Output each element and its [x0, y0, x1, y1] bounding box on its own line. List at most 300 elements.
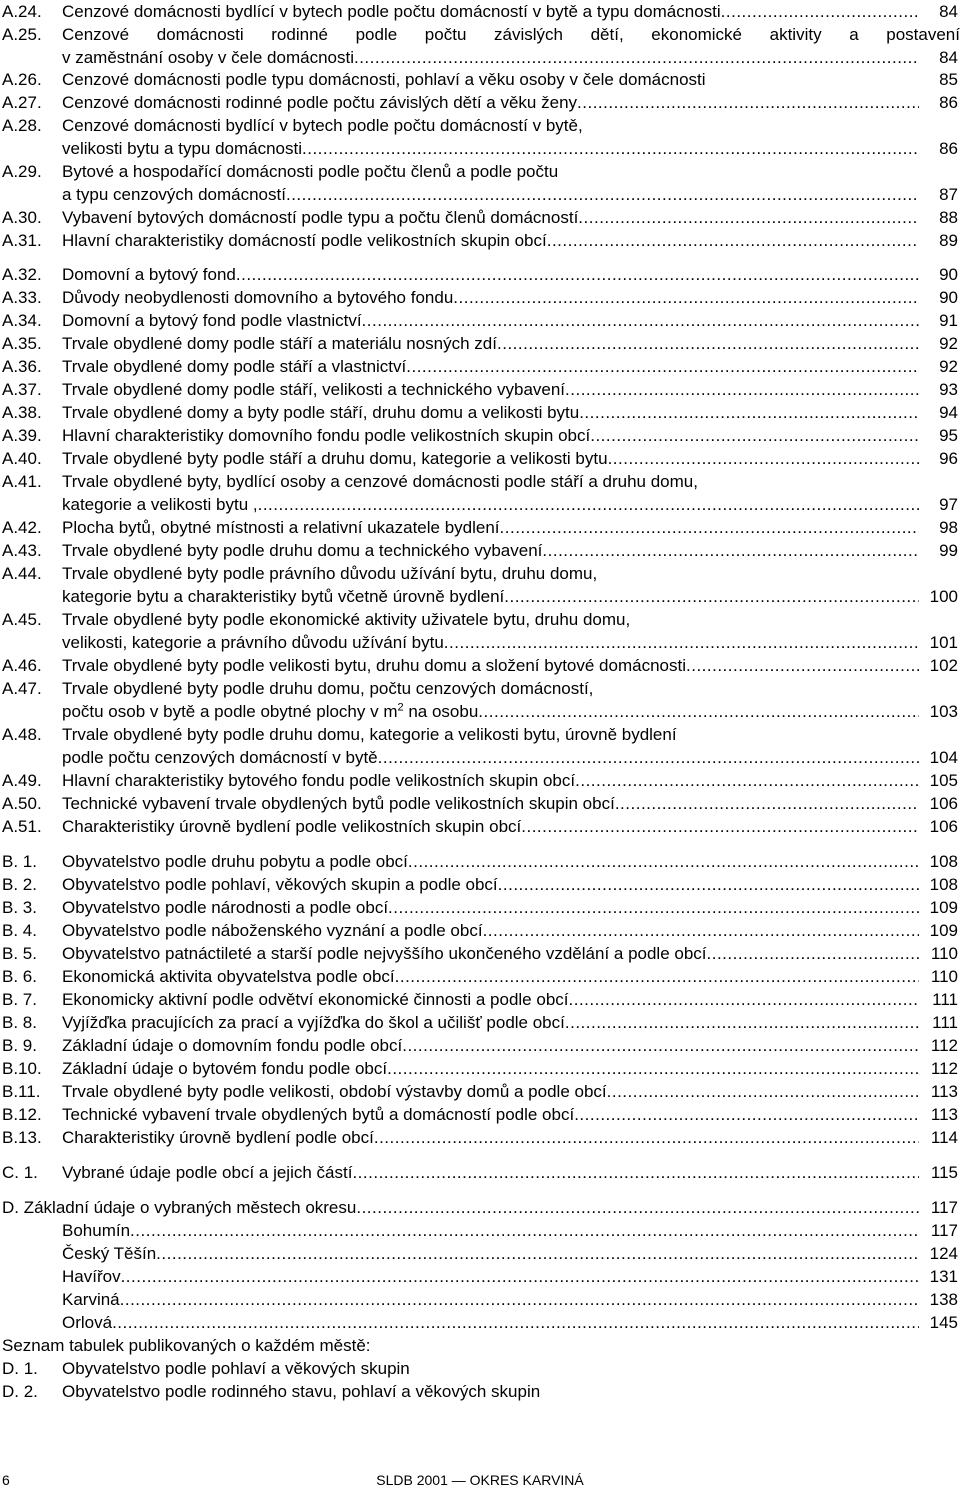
toc-title-text: Cenzové domácnosti podle typu domácnosti, pohlaví a věku osoby v čele domácnosti — [62, 70, 706, 89]
toc-title — [62, 229, 919, 252]
page-number: 117 — [930, 1221, 958, 1240]
table-number: B. 3. — [2, 898, 37, 917]
toc-entry[interactable] — [0, 769, 960, 792]
toc-entry[interactable] — [0, 206, 960, 229]
page-number: 103 — [929, 702, 958, 721]
toc-title — [62, 46, 919, 69]
dot-leader — [258, 493, 919, 516]
toc-entry[interactable] — [0, 850, 960, 873]
toc-entry[interactable] — [0, 1196, 960, 1219]
dot-leader — [500, 516, 919, 539]
dot-leader — [444, 631, 919, 654]
page-number: 86 — [939, 139, 958, 158]
dot-leader — [615, 792, 919, 815]
toc-line — [0, 378, 960, 401]
toc-entry[interactable] — [0, 873, 960, 896]
toc-title-text: Hlavní charakteristiky domácností podle velikostních skupin obcí — [62, 231, 547, 250]
toc-entry[interactable] — [0, 23, 960, 69]
toc-title-text: Trvale obydlené domy podle stáří a materiálu nosných zdí — [62, 334, 497, 353]
dot-leader — [579, 401, 919, 424]
table-number: B.13. — [2, 1128, 42, 1147]
toc-title-text: kategorie a velikosti bytu , — [62, 495, 258, 514]
page-number: 115 — [930, 1163, 958, 1182]
dot-leader — [707, 942, 919, 965]
toc-entry[interactable] — [0, 1380, 960, 1403]
toc-title — [62, 1057, 919, 1080]
dot-leader — [354, 46, 919, 69]
toc-line — [0, 1034, 960, 1057]
dot-leader — [569, 988, 920, 1011]
table-number: A.33. — [2, 288, 42, 307]
page-number: 111 — [932, 990, 958, 1009]
table-number: A.42. — [2, 518, 42, 537]
toc-line — [0, 160, 960, 183]
dot-leader — [302, 137, 919, 160]
toc-title-text: počtu osob v bytě a podle obytné plochy v $m^2$ na osobu — [62, 701, 479, 721]
dot-leader — [387, 1057, 919, 1080]
table-number: A.40. — [2, 449, 42, 468]
dot-leader — [577, 91, 919, 114]
table-number: B.11. — [2, 1082, 41, 1101]
toc-title-text: Technické vybavení trvale obydlených bytů podle velikostních skupin obcí — [62, 794, 615, 813]
page-number: 110 — [930, 944, 958, 963]
dot-leader — [236, 263, 919, 286]
dot-leader — [406, 355, 919, 378]
toc-title-text: Obyvatelstvo podle pohlaví, věkových skupin a podle obcí — [62, 875, 498, 894]
page-number: 90 — [939, 288, 958, 307]
toc-title — [62, 424, 919, 447]
table-number: A.32. — [2, 265, 42, 284]
table-number: C. 1. — [2, 1163, 38, 1182]
table-number: D. 2. — [2, 1382, 38, 1401]
toc-line — [0, 919, 960, 942]
toc-line — [0, 23, 960, 46]
page-number: 113 — [930, 1105, 958, 1124]
toc-title — [62, 815, 919, 838]
toc-title-text: Trvale obydlené domy a byty podle stáří, druhu domu a velikosti bytu — [62, 403, 580, 422]
toc-entry[interactable] — [0, 1011, 960, 1034]
toc-title: Bytové a hospodařící domácnosti podle počtu členů a podle počtu — [62, 162, 559, 181]
table-number: A.31. — [2, 231, 42, 250]
toc-line — [0, 654, 960, 677]
toc-entry[interactable] — [0, 1080, 960, 1103]
toc-entry[interactable] — [0, 516, 960, 539]
toc-line — [0, 608, 960, 631]
toc-line — [0, 1288, 960, 1311]
page-number: 86 — [939, 93, 958, 112]
toc-title-text: Domovní a bytový fond podle vlastnictví — [62, 311, 362, 330]
toc-title: Obyvatelstvo podle rodinného stavu, pohlaví a věkových skupin — [62, 1382, 541, 1401]
toc-title: Trvale obydlené byty podle právního důvodu užívání bytu, druhu domu, — [62, 564, 598, 583]
toc-line — [0, 493, 960, 516]
toc-title — [62, 516, 919, 539]
toc-title-text: Trvale obydlené byty podle druhu domu a technického vybavení — [62, 541, 543, 560]
toc-entry[interactable] — [0, 1357, 960, 1380]
toc-entry[interactable] — [0, 0, 960, 23]
toc-entry[interactable] — [0, 608, 960, 654]
toc-title-text: Obyvatelstvo podle druhu pobytu a podle obcí — [62, 852, 408, 871]
toc-title — [62, 1242, 919, 1265]
toc-title-text: Seznam tabulek publikovaných o každém městě: — [2, 1336, 371, 1355]
page-number: 92 — [939, 357, 958, 376]
toc-line — [0, 355, 960, 378]
toc-line — [0, 1242, 960, 1265]
page-number: 93 — [939, 380, 958, 399]
table-number: A.48. — [2, 725, 42, 744]
toc-title-text: Obyvatelstvo patnáctileté a starší podle nejvyššího ukončeného vzdělání a podle obcí — [62, 944, 707, 963]
page-number: 131 — [929, 1267, 958, 1286]
toc-title: Trvale obydlené byty podle ekonomické aktivity uživatele bytu, druhu domu, — [62, 610, 631, 629]
toc-entry[interactable] — [0, 965, 960, 988]
toc-title — [62, 1265, 919, 1288]
toc-line — [0, 1265, 960, 1288]
toc-title-text: a typu cenzových domácností — [62, 185, 286, 204]
toc-line — [0, 1011, 960, 1034]
dot-leader — [607, 1080, 919, 1103]
toc-line — [0, 1196, 960, 1219]
toc-line — [0, 1080, 960, 1103]
toc-line — [0, 263, 960, 286]
toc-entry[interactable] — [0, 1057, 960, 1080]
dot-leader — [395, 965, 919, 988]
toc-title — [62, 965, 919, 988]
page-number: 88 — [939, 208, 958, 227]
dot-leader — [352, 1161, 919, 1184]
toc-title-text: Hlavní charakteristiky domovního fondu podle velikostních skupin obcí — [62, 426, 591, 445]
table-number: B. 6. — [2, 967, 37, 986]
toc-line — [0, 723, 960, 746]
toc-entry[interactable] — [0, 919, 960, 942]
toc-title — [62, 263, 919, 286]
toc-entry[interactable] — [0, 1242, 960, 1265]
toc-entry[interactable] — [0, 447, 960, 470]
toc-title — [62, 919, 919, 942]
dot-leader — [374, 1126, 919, 1149]
table-number: A.29. — [2, 162, 42, 181]
footer-page-number: 6 — [2, 1472, 10, 1488]
toc-title — [62, 332, 919, 355]
toc-entry[interactable] — [0, 1103, 960, 1126]
toc-title-text: Vyjížďka pracujících za prací a vyjížďka do škol a učilišť podle obcí — [62, 1013, 565, 1032]
toc-line — [0, 850, 960, 873]
toc-line — [0, 873, 960, 896]
toc-title — [62, 206, 919, 229]
table-number: A.36. — [2, 357, 42, 376]
toc-title — [62, 873, 919, 896]
toc-line — [0, 1219, 960, 1242]
toc-entry[interactable] — [0, 723, 960, 769]
toc-title — [62, 1080, 919, 1103]
toc-entry[interactable] — [0, 792, 960, 815]
table-number: A.25. — [2, 25, 42, 44]
toc-title — [62, 1034, 919, 1057]
toc-title-text: Orlová — [62, 1313, 113, 1332]
toc-title: Cenzové domácnosti bydlící v bytech podle počtu domácností v bytě, — [62, 116, 583, 135]
toc-title — [62, 1126, 919, 1149]
table-number: B.12. — [2, 1105, 42, 1124]
toc-entry[interactable] — [0, 1334, 960, 1357]
page-number: 113 — [930, 1082, 958, 1101]
toc-title — [62, 700, 919, 723]
page-number: 104 — [929, 748, 958, 767]
toc-entry[interactable] — [0, 539, 960, 562]
toc-title — [62, 309, 919, 332]
toc-title — [62, 988, 919, 1011]
toc-line — [0, 815, 960, 838]
toc-line — [0, 309, 960, 332]
page-number: 94 — [939, 403, 958, 422]
toc-title — [62, 746, 919, 769]
toc-title — [62, 631, 919, 654]
toc-title: Trvale obydlené byty podle druhu domu, kategorie a velikosti bytu, úrovně bydlení — [62, 725, 677, 744]
toc-title — [62, 378, 919, 401]
toc-line — [0, 424, 960, 447]
table-number: D. 1. — [2, 1359, 38, 1378]
toc-title — [62, 0, 919, 23]
toc-title-text: Obyvatelstvo podle náboženského vyznání a podle obcí — [62, 921, 483, 940]
toc-title-text: Hlavní charakteristiky bytového fondu podle velikostních skupin obcí — [62, 771, 576, 790]
toc-line — [0, 91, 960, 114]
toc-title — [2, 1196, 919, 1219]
dot-leader — [120, 1288, 919, 1311]
toc-line — [0, 677, 960, 700]
toc-title — [62, 769, 919, 792]
toc-title-text: D. Základní údaje o vybraných městech okresu — [2, 1198, 357, 1217]
table-number: A.50. — [2, 794, 42, 813]
toc-entry[interactable] — [0, 286, 960, 309]
toc-line — [0, 965, 960, 988]
toc-line — [0, 206, 960, 229]
page-number: 110 — [930, 967, 958, 986]
toc-entry[interactable] — [0, 942, 960, 965]
toc-title-text: velikosti bytu a typu domácnosti — [62, 139, 303, 158]
page-number: 84 — [939, 2, 958, 21]
toc-line — [0, 562, 960, 585]
toc-entry[interactable] — [0, 1161, 960, 1184]
toc-title: Trvale obydlené byty podle druhu domu, počtu cenzových domácností, — [62, 679, 594, 698]
toc-title-text: Trvale obydlené domy podle stáří, velikosti a technického vybavení — [62, 380, 566, 399]
dot-leader — [156, 1242, 919, 1265]
toc-entry[interactable] — [0, 91, 960, 114]
toc-entry[interactable] — [0, 355, 960, 378]
dot-leader — [565, 1011, 919, 1034]
page-number: 108 — [929, 875, 958, 894]
dot-leader — [356, 1196, 919, 1219]
dot-leader — [286, 183, 919, 206]
toc-title-text: Charakteristiky úrovně bydlení podle obcí — [62, 1128, 374, 1147]
toc-line — [0, 1161, 960, 1184]
toc-title — [62, 1311, 919, 1334]
toc-title-text: podle počtu cenzových domácností v bytě — [62, 748, 378, 767]
toc-line — [0, 470, 960, 493]
toc-line — [0, 1334, 960, 1357]
toc-entry[interactable] — [0, 470, 960, 516]
table-number: A.49. — [2, 771, 42, 790]
toc-line — [0, 68, 960, 91]
dot-leader — [574, 1103, 919, 1126]
dot-leader — [130, 1219, 919, 1242]
page-number: 99 — [939, 541, 958, 560]
toc-title — [62, 1288, 919, 1311]
table-number: A.27. — [2, 93, 42, 112]
table-number: A.41. — [2, 472, 42, 491]
toc-line — [0, 447, 960, 470]
toc-line — [0, 1357, 960, 1380]
page-number: 85 — [939, 70, 958, 89]
dot-leader — [478, 700, 919, 723]
table-number: B. 4. — [2, 921, 37, 940]
toc-entry[interactable] — [0, 160, 960, 206]
toc-line — [0, 183, 960, 206]
page-number: 92 — [939, 334, 958, 353]
table-number: A.24. — [2, 2, 42, 21]
toc-title — [62, 896, 919, 919]
table-number: A.34. — [2, 311, 42, 330]
dot-leader — [362, 309, 919, 332]
toc-entry[interactable] — [0, 896, 960, 919]
page-number: 145 — [929, 1313, 958, 1332]
page-number: 108 — [929, 852, 958, 871]
toc-entry[interactable] — [0, 309, 960, 332]
dot-leader — [575, 769, 919, 792]
toc-title-text: Vybrané údaje podle obcí a jejich částí — [62, 1163, 353, 1182]
dot-leader — [504, 585, 919, 608]
toc-entry[interactable] — [0, 1288, 960, 1311]
dot-leader — [721, 0, 919, 23]
toc-line — [0, 746, 960, 769]
toc-line — [0, 896, 960, 919]
toc-entry[interactable] — [0, 1126, 960, 1149]
toc-entry[interactable] — [0, 815, 960, 838]
toc-line — [0, 539, 960, 562]
toc-title — [62, 585, 919, 608]
toc-entry[interactable] — [0, 332, 960, 355]
table-number: A.39. — [2, 426, 42, 445]
toc-entry[interactable] — [0, 229, 960, 252]
toc-line — [0, 137, 960, 160]
toc-title-text: kategorie bytu a charakteristiky bytů včetně úrovně bydlení — [62, 587, 505, 606]
toc-entry[interactable] — [0, 1034, 960, 1057]
toc-title — [62, 654, 919, 677]
toc-title-text: Cenzové domácnosti bydlící v bytech podle počtu domácností v bytě a typu domácnosti — [62, 2, 721, 21]
toc-title — [62, 539, 919, 562]
table-number: B. 9. — [2, 1036, 37, 1055]
toc-title — [62, 401, 919, 424]
dot-leader — [547, 229, 919, 252]
dot-leader — [483, 919, 919, 942]
table-number: B. 8. — [2, 1013, 37, 1032]
dot-leader — [590, 424, 919, 447]
toc-title-text: Havířov — [62, 1267, 121, 1286]
table-number: B. 7. — [2, 990, 37, 1009]
toc-entry[interactable] — [0, 263, 960, 286]
toc-title-text: Ekonomicky aktivní podle odvětví ekonomické činnosti a podle obcí — [62, 990, 569, 1009]
page-number: 124 — [929, 1244, 958, 1263]
page-number: 114 — [930, 1128, 958, 1147]
table-number: B. 5. — [2, 944, 37, 963]
dot-leader — [686, 654, 919, 677]
superscript: 2 — [397, 701, 404, 714]
page-number: 112 — [930, 1059, 958, 1078]
toc-line — [0, 942, 960, 965]
toc-entry[interactable] — [0, 677, 960, 723]
dot-leader — [378, 746, 919, 769]
toc-line — [0, 585, 960, 608]
toc-entry[interactable] — [0, 1311, 960, 1334]
toc-entry[interactable] — [0, 988, 960, 1011]
toc-line — [0, 988, 960, 1011]
toc-title — [62, 493, 919, 516]
toc-title — [62, 68, 919, 91]
toc-title-text: Charakteristiky úrovně bydlení podle velikostních skupin obcí — [62, 817, 522, 836]
toc-entry[interactable] — [0, 1219, 960, 1242]
table-number: A.37. — [2, 380, 42, 399]
toc-line — [0, 114, 960, 137]
table-number: A.51. — [2, 817, 42, 836]
toc-entry[interactable] — [0, 114, 960, 160]
toc-title-text: Trvale obydlené byty podle velikosti bytu, druhu domu a složení bytové domácnosti — [62, 656, 686, 675]
dot-leader — [521, 815, 919, 838]
page-number: 96 — [939, 449, 958, 468]
toc-title: Trvale obydlené byty, bydlící osoby a cenzové domácnosti podle stáří a druhu domu, — [62, 472, 698, 491]
toc-title-text: velikosti, kategorie a právního důvodu užívání bytu — [62, 633, 444, 652]
dot-leader — [388, 896, 919, 919]
toc-entry[interactable] — [0, 1265, 960, 1288]
toc-title-text: Trvale obydlené domy podle stáří a vlastnictví — [62, 357, 407, 376]
toc-title — [62, 447, 919, 470]
table-number: A.35. — [2, 334, 42, 353]
table-number: A.44. — [2, 564, 42, 583]
toc-title-text: Karviná — [62, 1290, 120, 1309]
table-number: A.43. — [2, 541, 42, 560]
table-number: A.30. — [2, 208, 42, 227]
toc-title-text: v zaměstnání osoby v čele domácnosti — [62, 48, 354, 67]
toc-entry[interactable] — [0, 68, 960, 91]
toc-line — [0, 401, 960, 424]
page-number: 100 — [929, 587, 958, 606]
page-number: 101 — [929, 633, 958, 652]
toc-title — [62, 1219, 919, 1242]
toc-entry[interactable] — [0, 378, 960, 401]
toc-line — [0, 332, 960, 355]
toc-entry[interactable] — [0, 654, 960, 677]
page-number: 87 — [939, 185, 958, 204]
toc-title — [62, 942, 919, 965]
dot-leader — [578, 206, 919, 229]
toc-line — [0, 516, 960, 539]
toc-title — [2, 1334, 371, 1357]
page-number: 106 — [929, 817, 958, 836]
toc-title-text: Cenzové domácnosti rodinné podle počtu závislých dětí a věku ženy — [62, 93, 578, 112]
table-number: A.46. — [2, 656, 42, 675]
page-number: 106 — [929, 794, 958, 813]
toc-entry[interactable] — [0, 401, 960, 424]
toc-title — [62, 355, 919, 378]
page-number: 138 — [929, 1290, 958, 1309]
table-number: A.47. — [2, 679, 42, 698]
toc-title-text: Technické vybavení trvale obydlených bytů a domácností podle obcí — [62, 1105, 575, 1124]
toc-title-text: Důvody neobydlenosti domovního a bytového fondu — [62, 288, 454, 307]
toc-title-text: Základní údaje o domovním fondu podle obcí — [62, 1036, 403, 1055]
toc-title — [62, 850, 919, 873]
table-number: A.26. — [2, 70, 42, 89]
toc-entry[interactable] — [0, 424, 960, 447]
dot-leader — [565, 378, 919, 401]
toc-title — [62, 1161, 919, 1184]
toc-title — [62, 1011, 919, 1034]
toc-entry[interactable] — [0, 562, 960, 608]
footer-title: SLDB 2001 — OKRES KARVINÁ — [376, 1472, 584, 1488]
